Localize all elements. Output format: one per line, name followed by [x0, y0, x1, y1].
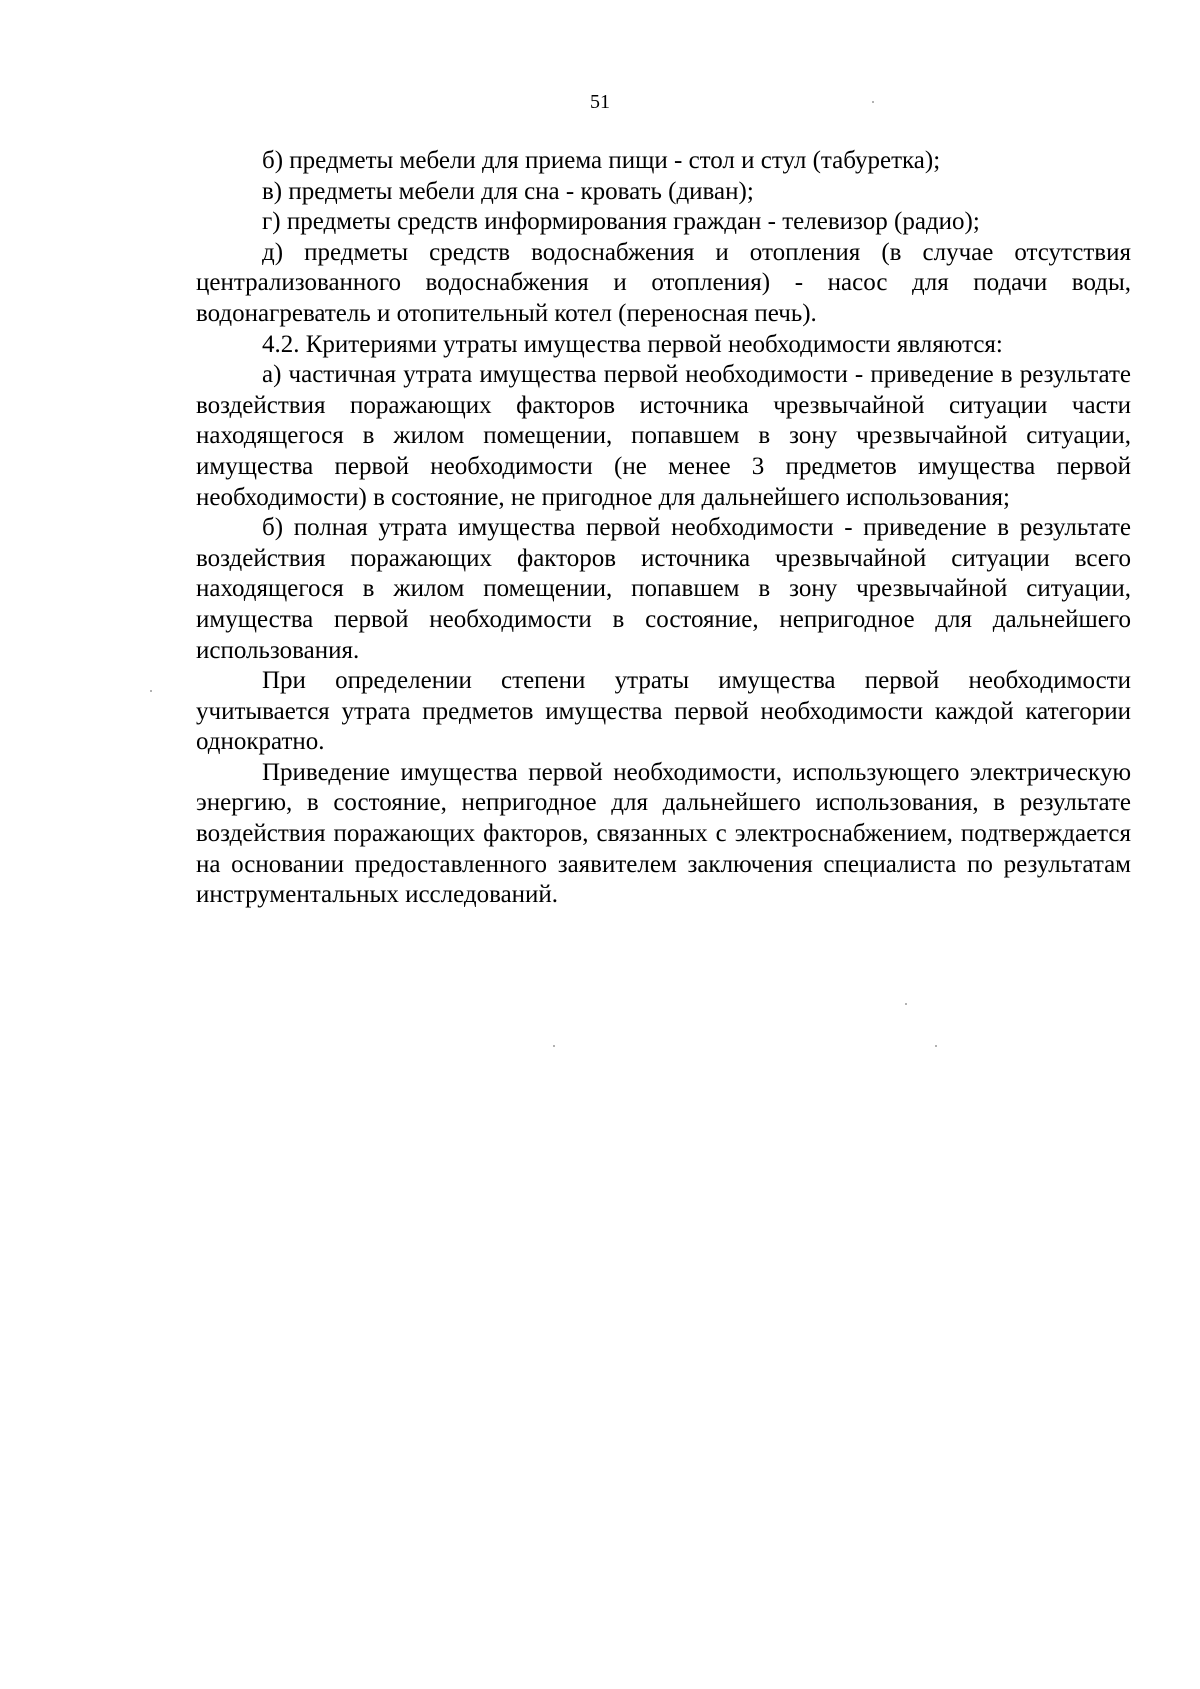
list-item-d-water-heating: д) предметы средств водоснабжения и отопления (в случае отсутствия централизованного водоснабжения и отопления) - насос для подачи воды, водонагреватель и отопительный котел (переносная печь).	[196, 238, 1131, 327]
page-number: 51	[590, 91, 610, 113]
criterion-b-full-loss: б) полная утрата имущества первой необходимости - приведение в результате воздействия поражающих факторов источника чрезвычайной ситуации всего находящегося в жилом помещении, попавшем в зону чрезвычайной ситуации, имущества первой необходимости в состояние, непригодное для дальнейшего использования.	[196, 514, 1131, 664]
body-text	[196, 146, 1131, 911]
scan-speck	[553, 1045, 555, 1047]
list-item-b-dining: б) предметы мебели для приема пищи - стол и стул (табуретка);	[262, 147, 941, 174]
criterion-a-partial-loss: а) частичная утрата имущества первой необходимости - приведение в результате воздействия поражающих факторов источника чрезвычайной ситуации части находящегося в жилом помещении, попавшем в зону чрезвычайной ситуации, имущества первой необходимости (не менее 3 предметов имущества первой необходимости) в состояние, не пригодное для дальнейшего использования;	[196, 361, 1131, 511]
section-4-2-heading: 4.2. Критериями утраты имущества первой необходимости являются:	[262, 330, 1003, 358]
list-item-v-sleeping: в) предметы мебели для сна - кровать (диван);	[262, 177, 754, 205]
paragraph-loss-degree: При определении степени утраты имущества первой необходимости учитывается утрата предметов имущества первой необходимости каждой категории однократно.	[196, 667, 1131, 756]
scan-speck	[872, 101, 874, 103]
scan-speck	[935, 1045, 937, 1047]
scan-speck	[150, 690, 152, 692]
scan-speck	[905, 1003, 907, 1005]
list-item-g-information: г) предметы средств информирования граждан - телевизор (радио);	[262, 208, 980, 236]
paragraph-electrical-items: Приведение имущества первой необходимости, использующего электрическую энергию, в состояние, непригодное для дальнейшего использования, в результате воздействия поражающих факторов, связанных с электроснабжением, подтверждается на основании предоставленного заявителем заключения специалиста по результатам инструментальных исследований.	[196, 758, 1131, 909]
